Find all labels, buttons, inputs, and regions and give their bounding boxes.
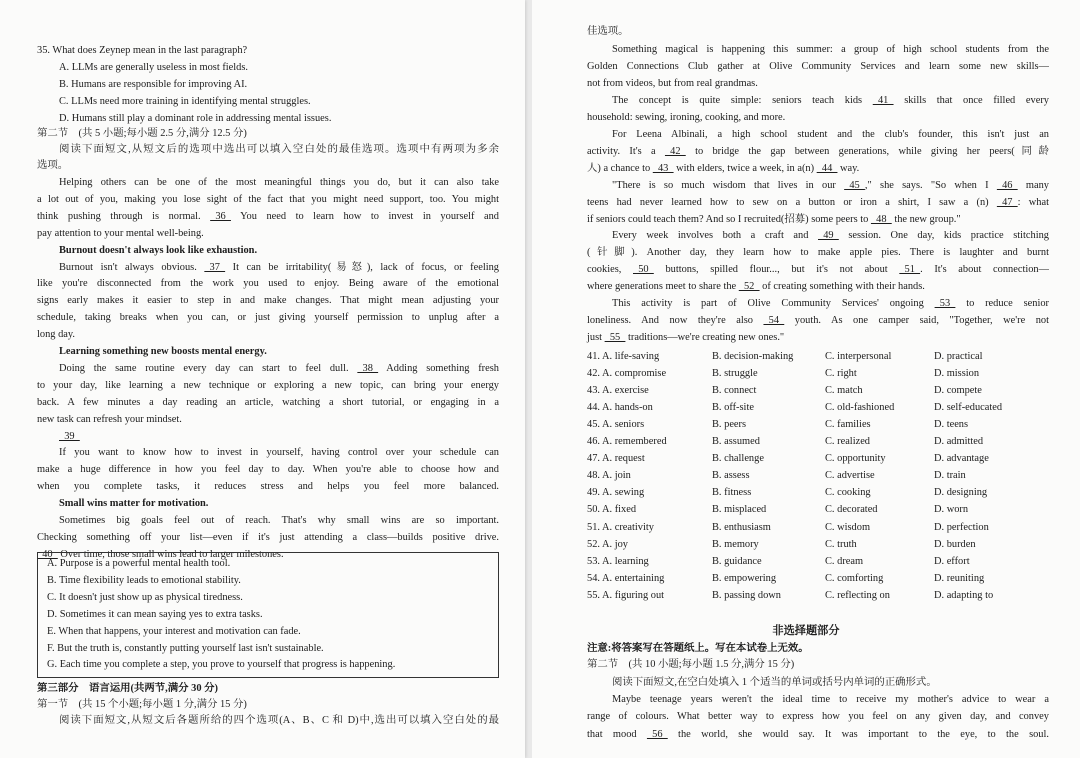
passage-line: think pushing through is normal. 36 You need to learn how to invest in yourself and [37, 210, 499, 222]
answer-blank: 51 [899, 264, 921, 276]
answer-blank: 52 [738, 281, 760, 293]
answer-option: D. teens [934, 419, 969, 431]
passage-line: Sometimes big goals feel out of reach. That's why small wins are so important. [59, 515, 499, 526]
answer-option: D. reuniting [934, 572, 985, 584]
paragraph-heading: Small wins matter for motivation. [59, 498, 209, 510]
answer-blank: 43 [652, 162, 674, 174]
answer-option: D. perfection [934, 521, 989, 533]
passage-line: If you want to know how to invest in yourself, having control over your schedule can [59, 447, 499, 459]
passage-line: if seniors could teach them? And so I recruited(招募) some peers to 48 the new group." [587, 213, 961, 225]
note-line: 注意:将答案写在答题纸上。写在本试卷上无效。 [587, 643, 809, 654]
passage-line: where generations meet to share the 52 of creating something with their hands. [587, 281, 925, 293]
passage-line: 人) a chance to 43 with elders, twice a week, in a(n) 44 way. [587, 162, 860, 174]
passage-line: activity. It's a 42 to bridge the gap between generations, while giving her peers(同龄 [587, 145, 1049, 157]
answer-option: C. truth [825, 538, 857, 550]
answer-blank: 38 [357, 362, 379, 374]
left-exam-page [0, 0, 525, 758]
answer-option: 48. A. join [587, 470, 631, 482]
answer-option: 43. A. exercise [587, 385, 649, 397]
answer-option: C. families [825, 419, 871, 431]
answer-blank: 44 [816, 162, 838, 174]
answer-option: C. opportunity [825, 453, 886, 465]
instruction-line: 阅读下面短文,从短文后各题所给的四个选项(A、B、C 和 D)中,选出可以填入空白处的最 [59, 715, 499, 726]
passage-line: cookies, 50 buttons, spilled flour..., but it's not about 51 . It's about connection— [587, 264, 1049, 276]
answer-option: C. comforting [825, 572, 884, 584]
answer-blank: 49 [818, 230, 839, 242]
answer-option: 47. A. request [587, 453, 645, 465]
passage-line: like you're disconnected from the work you used to enjoy. Being aware of the emotional [37, 278, 499, 290]
instruction-line: 阅读下面短文,在空白处填入 1 个适当的单词或括号内单词的正确形式。 [612, 677, 937, 688]
answer-blank: 37 [204, 261, 226, 273]
answer-option: B. fitness [712, 487, 752, 499]
answer-option: B. enthusiasm [712, 521, 771, 533]
option-line: E. When that happens, your interest and motivation can fade. [47, 625, 301, 637]
answer-blank-line [59, 429, 80, 446]
answer-option: B. assess [712, 470, 750, 482]
answer-option: 44. A. hands-on [587, 402, 653, 414]
answer-option: B. decision-making [712, 351, 794, 362]
answer-blank: 45 [844, 179, 865, 191]
answer-option: C. right [825, 368, 857, 380]
answer-option: 42. A. compromise [587, 368, 667, 380]
passage-line: long day. [37, 329, 75, 341]
answer-option: C. dream [825, 555, 864, 567]
answer-option: B. off-site [712, 402, 754, 414]
answer-option: 52. A. joy [587, 538, 628, 550]
question-35-stem: 35. What does Zeynep mean in the last paragraph? [37, 45, 248, 56]
question-35-option: D. Humans still play a dominant role in addressing mental issues. [59, 112, 332, 124]
answer-option: 53. A. learning [587, 555, 649, 567]
answer-option: B. challenge [712, 453, 764, 465]
passage-line: signs early makes it easier to step in and make changes. That might mean adjusting your [37, 295, 499, 307]
answer-blank: 41 [872, 94, 894, 106]
passage-line: The concept is quite simple: seniors teach kids 41 skills that once filled every [612, 94, 1049, 106]
answer-blank: 40 [37, 548, 58, 560]
answer-blank: 54 [763, 315, 785, 327]
passage-line: Something magical is happening this summer: a group of high school students from the [612, 44, 1049, 55]
passage-line: schedule, taking breaks when you can, or just giving yourself permission to unplug after a [37, 312, 499, 324]
answer-option: 41. A. life-saving [587, 351, 660, 362]
passage-line: Golden Connections Club gather at Olive Community Services and learn some new skills— [587, 60, 1049, 72]
answer-option: C. old-fashioned [825, 402, 895, 414]
answer-option: C. decorated [825, 504, 878, 516]
answer-option: 49. A. sewing [587, 487, 645, 499]
answer-option: B. misplaced [712, 504, 767, 516]
passage-line: (针脚). Another day, they learn how to make apple pies. There is laughter and burnt [587, 247, 1049, 259]
section-heading: 第二节 (共 10 小题;每小题 1.5 分,满分 15 分) [587, 659, 795, 670]
instruction-line: 选项。 [37, 160, 69, 171]
answer-blank: 48 [870, 213, 892, 225]
answer-option: B. guidance [712, 555, 762, 567]
paragraph-heading: Burnout doesn't always look like exhaustion. [59, 244, 258, 256]
answer-option: D. worn [934, 504, 969, 516]
answer-option: D. admitted [934, 436, 984, 448]
answer-option: C. realized [825, 436, 871, 448]
passage-line: teens had never learned how to sew on a button or iron a shirt, I saw a (n) 47 : what [587, 196, 1049, 208]
question-35-option: A. LLMs are generally useless in most fields. [59, 62, 249, 73]
passage-line: not from videos, but from real grandmas. [587, 77, 758, 89]
non-choice-section-title: 非选择题部分 [772, 625, 840, 637]
answer-option: 55. A. figuring out [587, 589, 665, 601]
answer-option: C. interpersonal [825, 351, 892, 362]
option-line: C. It doesn't just show up as physical tiredness. [47, 591, 243, 603]
answer-option: C. match [825, 385, 863, 397]
passage-line: household: sewing, ironing, cooking, and more. [587, 111, 786, 123]
question-35-option: B. Humans are responsible for improving AI. [59, 78, 248, 90]
passage-line: 40 Over time, those small wins lead to larger milestones. [37, 548, 284, 560]
answer-option: D. effort [934, 555, 970, 567]
answer-option: D. mission [934, 368, 980, 380]
answer-option: 51. A. creativity [587, 521, 654, 533]
answer-blank: 46 [996, 179, 1018, 191]
option-line: A. Purpose is a powerful mental health tool. [47, 558, 231, 569]
answer-option: B. assumed [712, 436, 760, 448]
passage-line: when you complete tasks, it reduces stress and helps you feel more balanced. [37, 481, 499, 493]
passage-line: back. A few minutes a day reading an article, watching a short tutorial, or engaging in a [37, 396, 499, 408]
passage-line: Every week involves both a craft and 49 session. One day, kids practice stitching [612, 230, 1049, 242]
answer-blank: 36 [210, 210, 231, 222]
answer-option: 46. A. remembered [587, 436, 667, 448]
instruction-line: 阅读下面短文,从短文后的选项中选出可以填入空白处的最佳选项。选项中有两项为多余 [59, 144, 499, 155]
answer-blank: 42 [664, 145, 686, 157]
answer-blank: 50 [633, 264, 654, 276]
answer-option: D. designing [934, 487, 988, 499]
passage-line: range of colours. What better way to express how you feel on any given day, and convey [587, 711, 1049, 722]
answer-option: 50. A. fixed [587, 504, 637, 516]
answer-option: D. compete [934, 385, 982, 397]
passage-line: Maybe teenage years weren't the ideal time to receive my mother's advice to wear a [612, 694, 1049, 705]
passage-line: Helping others can be one of the most meaningful things you do, but it can also take [59, 177, 499, 188]
answer-option: B. empowering [712, 572, 777, 584]
paragraph-heading: Learning something new boosts mental energy. [59, 346, 267, 357]
answer-option: D. practical [934, 351, 983, 362]
option-line: D. Sometimes it can mean saying yes to extra tasks. [47, 608, 263, 620]
option-line: G. Each time you complete a step, you prove to yourself that progress is happening. [47, 659, 396, 671]
passage-line: For Leena Albinali, a high school student and the club's founder, this isn't just an [612, 128, 1049, 140]
passage-line: Burnout isn't always obvious. 37 It can be irritability(易怒), lack of focus, or feeling [59, 261, 499, 273]
passage-line: loneliness. And now they're also 54 youth. As one camper said, "Together, we're not [587, 315, 1049, 327]
part-heading: 第三部分 语言运用(共两节,满分 30 分) [37, 683, 218, 694]
question-35-option: C. LLMs need more training in identifying mental struggles. [59, 95, 311, 107]
answer-blank: 55 [604, 332, 626, 344]
section-heading: 第二节 (共 5 小题;每小题 2.5 分,满分 12.5 分) [37, 128, 247, 139]
answer-option: D. train [934, 470, 966, 482]
passage-line: make a huge difference in how you feel day to day. When you're able to choose how and [37, 464, 499, 476]
passage-line: to your day, like learning a new technique or exploring a new topic, can bring your energy [37, 379, 499, 391]
answer-option: B. passing down [712, 589, 781, 601]
answer-option: C. reflecting on [825, 589, 890, 601]
passage-line: Doing the same routine every day can start to feel dull. 38 Adding something fresh [59, 362, 499, 374]
passage-line: a lot out of you, making you lose sight of the fact that you might need support, too. You might [37, 193, 499, 205]
answer-option: D. adapting to [934, 589, 994, 601]
passage-line: Checking something off your list—even if it's just attending a class—builds positive drive. [37, 531, 499, 543]
answer-option: B. struggle [712, 368, 758, 380]
passage-line: that mood 56 the world, she would say. It was important to the eye, to the soul. [587, 729, 1049, 740]
option-line: F. But the truth is, constantly putting yourself last isn't sustainable. [47, 642, 324, 654]
section-heading: 第一节 (共 15 个小题;每小题 1 分,满分 15 分) [37, 699, 247, 710]
answer-option: C. cooking [825, 487, 871, 499]
answer-option: D. burden [934, 538, 976, 550]
passage-line: This activity is part of Olive Community Services' ongoing 53 to reduce senior [612, 298, 1049, 310]
answer-blank: 47 [996, 196, 1018, 208]
answer-blank: 53 [934, 298, 956, 310]
answer-option: D. self-educated [934, 402, 1003, 414]
answer-blank: 39 [59, 430, 80, 442]
answer-option: B. peers [712, 419, 747, 431]
right-exam-page [532, 0, 1080, 758]
answer-option: B. connect [712, 385, 757, 397]
answer-option: 45. A. seniors [587, 419, 645, 431]
passage-line: pay attention to your mental well-being. [37, 227, 204, 239]
answer-blank: 56 [646, 729, 668, 740]
passage-line: "There is so much wisdom that lives in our 45 ," she says. "So when I 46 many [612, 179, 1049, 191]
answer-option: B. memory [712, 538, 759, 550]
passage-line: new task can refresh your mindset. [37, 413, 182, 425]
answer-option: 54. A. entertaining [587, 572, 665, 584]
passage-line: just 55 traditions—we're creating new ones." [587, 332, 785, 344]
option-line: B. Time flexibility leads to emotional stability. [47, 574, 241, 586]
answer-option: D. advantage [934, 453, 989, 465]
answer-option: C. wisdom [825, 521, 871, 533]
answer-option: C. advertise [825, 470, 875, 482]
continued-text: 佳选项。 [587, 26, 629, 37]
